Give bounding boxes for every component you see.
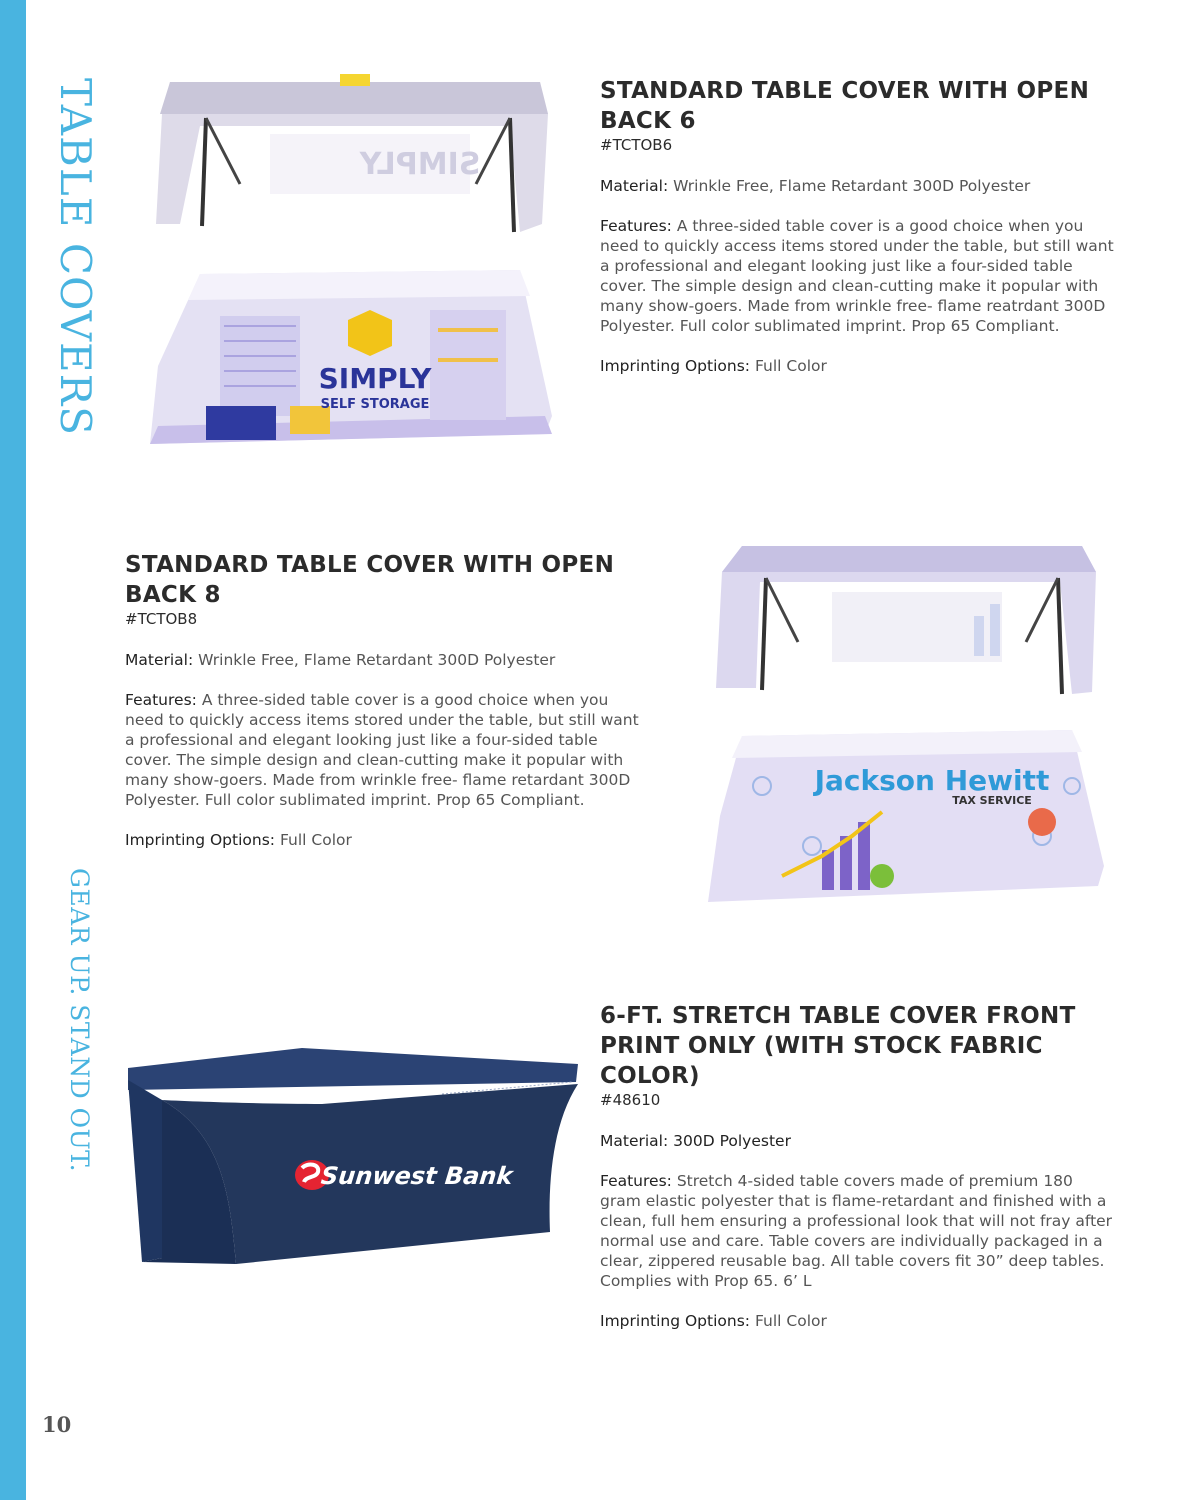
product-48610 bbox=[600, 1001, 1115, 1351]
product-image-open-back-8-rear bbox=[712, 542, 1102, 702]
image-brand-top: Sunwest Bank bbox=[319, 1162, 515, 1190]
imprint-value: Full Color bbox=[754, 1312, 827, 1330]
image-brand-top: SIMPLY bbox=[318, 362, 432, 395]
page-number: 10 bbox=[42, 1412, 72, 1437]
product-image-stretch-cover bbox=[122, 1044, 584, 1272]
imprint-label: Imprinting Options: bbox=[125, 831, 276, 849]
features-value: Stretch 4-sided table covers made of premium 180 gram elastic polyester that is flame-retardant and finished with a clean, full hem ensuring a professional look that will not fray after normal use and care. Table covers are individually packaged in a clear, zippered reusable bag. All table covers fit 30” deep tables. Complies with Prop 65. 6’ L bbox=[600, 1172, 1113, 1290]
product-image-open-back-6-rear bbox=[150, 74, 560, 244]
image-brand-top: Jackson Hewitt bbox=[814, 764, 1050, 797]
features-value: A three-sided table cover is a good choice when you need to quickly access items stored under the table, but still want a professional and elegant looking just like a four-sided table cover. The simple design and clean-cutting make it popular with many show-goers. Made from wrinkle free- flame retardant 300D Polyester. Full color sublimated imprint. Prop 65 Compliant. bbox=[125, 691, 639, 809]
features-label: Features: bbox=[600, 1172, 672, 1190]
product-title: STANDARD TABLE COVER WITH OPEN BACK 8 bbox=[125, 552, 615, 608]
imprint-label: Imprinting Options: bbox=[600, 1312, 751, 1330]
imprint-value: Full Color bbox=[754, 357, 827, 375]
product-title: 6-FT. STRETCH TABLE COVER FRONT PRINT ONLY (WITH STOCK FABRIC COLOR) bbox=[600, 1003, 1076, 1089]
material-label: Material: bbox=[125, 651, 194, 669]
image-brand-mirror: SIMPLY bbox=[359, 147, 481, 182]
tagline: GEAR UP. STAND OUT. bbox=[65, 868, 94, 1173]
product-imprint bbox=[125, 830, 640, 850]
material-value: Wrinkle Free, Flame Retardant 300D Polyester bbox=[673, 177, 1031, 195]
product-title: STANDARD TABLE COVER WITH OPEN BACK 6 bbox=[600, 78, 1090, 134]
product-image-open-back-8-front bbox=[702, 726, 1112, 908]
product-material bbox=[600, 1131, 1115, 1151]
features-label: Features: bbox=[600, 217, 672, 235]
product-tctob8 bbox=[125, 550, 640, 870]
product-imprint bbox=[600, 356, 1115, 376]
product-material bbox=[600, 176, 1115, 196]
imprint-value: Full Color bbox=[279, 831, 352, 849]
material-value: Wrinkle Free, Flame Retardant 300D Polyester bbox=[198, 651, 556, 669]
imprint-label: Imprinting Options: bbox=[600, 357, 751, 375]
product-features bbox=[600, 216, 1115, 336]
material-label: Material: bbox=[600, 177, 669, 195]
product-material bbox=[125, 650, 640, 670]
product-sku: #TCTOB8 bbox=[125, 610, 198, 628]
product-features bbox=[600, 1171, 1115, 1291]
product-image-open-back-6-front bbox=[140, 266, 566, 454]
product-sku: #TCTOB6 bbox=[600, 136, 673, 154]
product-sku: #48610 bbox=[600, 1091, 661, 1109]
material-value: 300D Polyester bbox=[673, 1132, 791, 1150]
image-brand-bottom: SELF STORAGE bbox=[320, 397, 430, 412]
product-features bbox=[125, 690, 640, 810]
section-title: TABLE COVERS bbox=[51, 78, 100, 437]
features-value: A three-sided table cover is a good choice when you need to quickly access items stored under the table, but still want a professional and elegant looking just like a four-sided table cover. The simple design and clean-cutting make it popular with many show-goers. Made from wrinkle free- flame reatrdant 300D Polyester. Full color sublimated imprint. Prop 65 Compliant. bbox=[600, 217, 1114, 335]
accent-sidebar bbox=[0, 0, 26, 1500]
image-brand-bottom: TAX SERVICE bbox=[952, 794, 1032, 807]
features-label: Features: bbox=[125, 691, 197, 709]
material-label: Material: bbox=[600, 1132, 669, 1150]
product-tctob6 bbox=[600, 76, 1115, 396]
product-imprint bbox=[600, 1311, 1115, 1331]
